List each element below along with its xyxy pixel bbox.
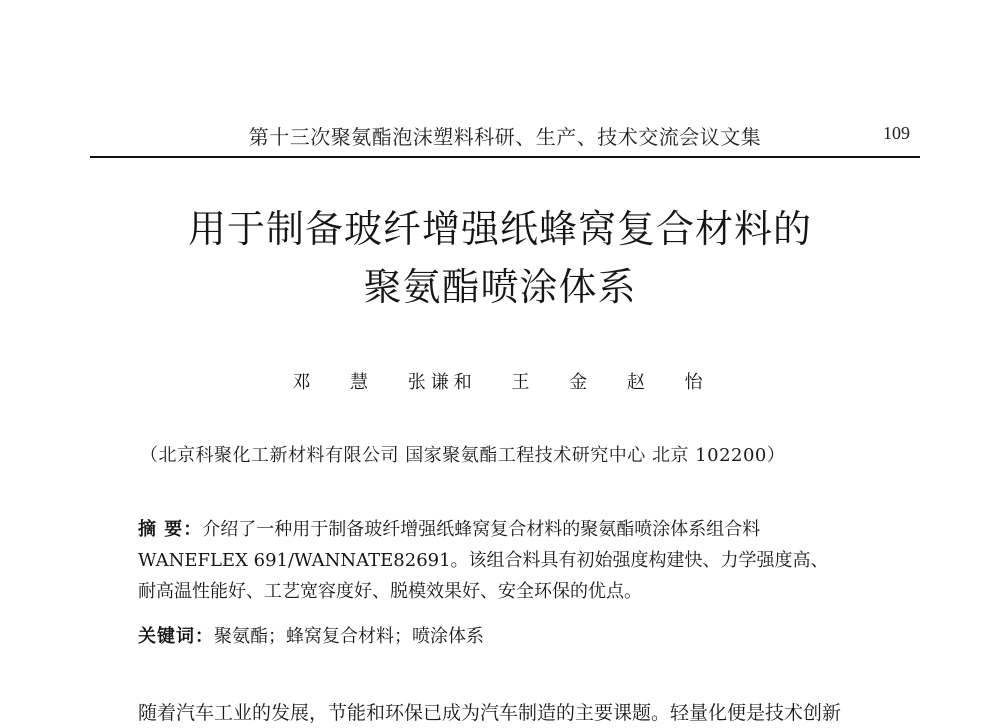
paper-title-line-2: 聚氨酯喷涂体系 [363,265,637,309]
running-header [90,112,920,158]
abstract-label: 摘 要： [138,519,203,540]
page-number: 109 [883,123,910,143]
abstract-line-1 [138,514,898,545]
author-list: 邓 慧 张谦和 王 金 赵 怡 [292,372,708,393]
body-text: 随着汽车工业的发展，节能和环保已成为汽车制造的主要课题。轻量化便是技术创新 [138,702,842,724]
keywords-label: 关键词： [138,626,214,647]
abstract-line-2: WANEFLEX 691/WANNATE82691。该组合料具有初始强度构建快、力学强度高、 [138,550,829,571]
abstract-line-3: 耐高温性能好、工艺宽容度好、脱模效果好、安全环保的优点。 [138,581,642,602]
abstract [138,514,898,607]
paper-title [90,200,910,316]
paper-title-line-1: 用于制备玻纤增强纸蜂窝复合材料的 [187,207,812,251]
proceedings-title: 第十三次聚氨酯泡沫塑料科研、生产、技术交流会议文集 [248,125,762,149]
author-affiliation: （北京科聚化工新材料有限公司 国家聚氨酯工程技术研究中心 北京 102200） [140,445,786,466]
keywords-text: 聚氨酯；蜂窝复合材料；喷涂体系 [214,626,484,647]
abstract-text-1: 介绍了一种用于制备玻纤增强纸蜂窝复合材料的聚氨酯喷涂体系组合料 [202,519,761,540]
keywords [138,621,898,652]
